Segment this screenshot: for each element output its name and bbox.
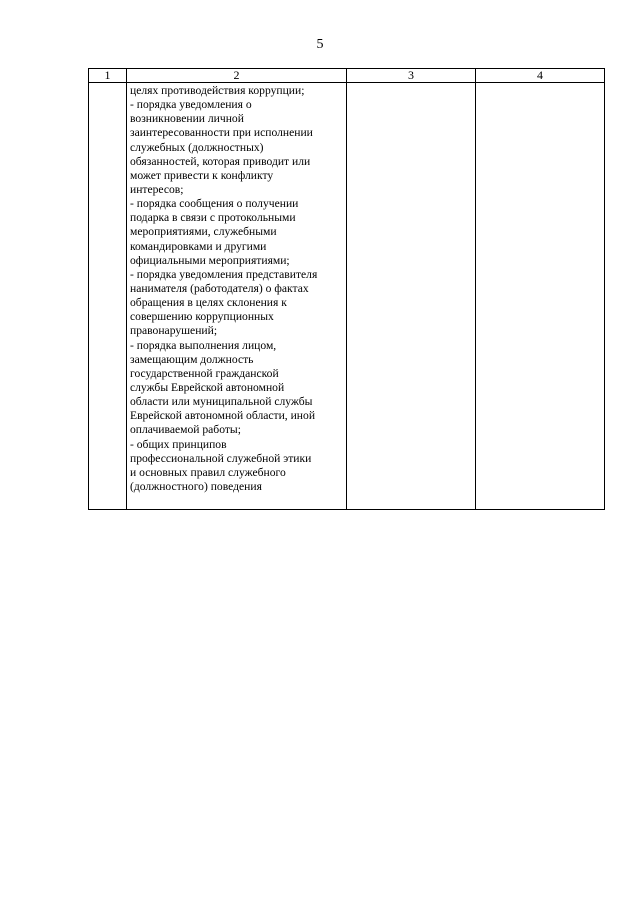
column-header-2: 2 <box>127 69 347 83</box>
description-line: возникновении личной <box>130 112 244 126</box>
description-line: - порядка уведомления о <box>130 98 252 112</box>
description-line: государственной гражданской <box>130 366 279 380</box>
description-line: командировками и другими <box>130 239 267 253</box>
description-line: подарка в связи с протокольными <box>130 211 296 225</box>
measure-description-text <box>127 83 346 494</box>
page-number: 5 <box>316 37 324 52</box>
description-line: обязанностей, которая приводит или <box>130 154 311 168</box>
description-line: области или муниципальной службы <box>130 395 313 409</box>
cell-responsible <box>476 83 605 510</box>
description-line: мероприятиями, служебными <box>130 225 277 239</box>
description-line: замещающим должность <box>130 352 254 366</box>
description-line: целях противодействия коррупции; <box>130 84 305 97</box>
column-header-3: 3 <box>347 69 476 83</box>
description-line: может привести к конфликту <box>130 168 274 182</box>
description-line: правонарушений; <box>130 324 218 338</box>
description-line: официальными мероприятиями; <box>130 253 290 267</box>
cell-deadline <box>347 83 476 510</box>
table-row <box>89 83 605 510</box>
description-line: - общих принципов <box>130 437 227 451</box>
description-line: заинтересованности при исполнении <box>130 126 313 140</box>
description-line: обращения в целях склонения к <box>130 296 287 310</box>
column-header-1: 1 <box>89 69 127 83</box>
column-header-4: 4 <box>476 69 605 83</box>
cell-measure-description <box>127 83 347 510</box>
description-line: службы Еврейской автономной <box>130 380 285 394</box>
cell-number <box>89 83 127 510</box>
description-line: (должностного) поведения <box>130 479 262 493</box>
description-line: интересов; <box>130 182 184 196</box>
description-line: нанимателя (работодателя) о фактах <box>130 281 309 295</box>
description-line: совершению коррупционных <box>130 310 274 324</box>
table-header-row <box>89 69 605 83</box>
description-line: профессиональной служебной этики <box>130 451 312 465</box>
description-line: оплачиваемой работы; <box>130 423 241 437</box>
measures-table <box>88 68 605 510</box>
description-line: - порядка уведомления представителя <box>130 267 318 281</box>
description-line: Еврейской автономной области, иной <box>130 409 316 423</box>
description-line: и основных правил служебного <box>130 465 286 479</box>
description-line: - порядка сообщения о получении <box>130 197 299 211</box>
description-line: - порядка выполнения лицом, <box>130 338 277 352</box>
description-line: служебных (должностных) <box>130 140 264 154</box>
